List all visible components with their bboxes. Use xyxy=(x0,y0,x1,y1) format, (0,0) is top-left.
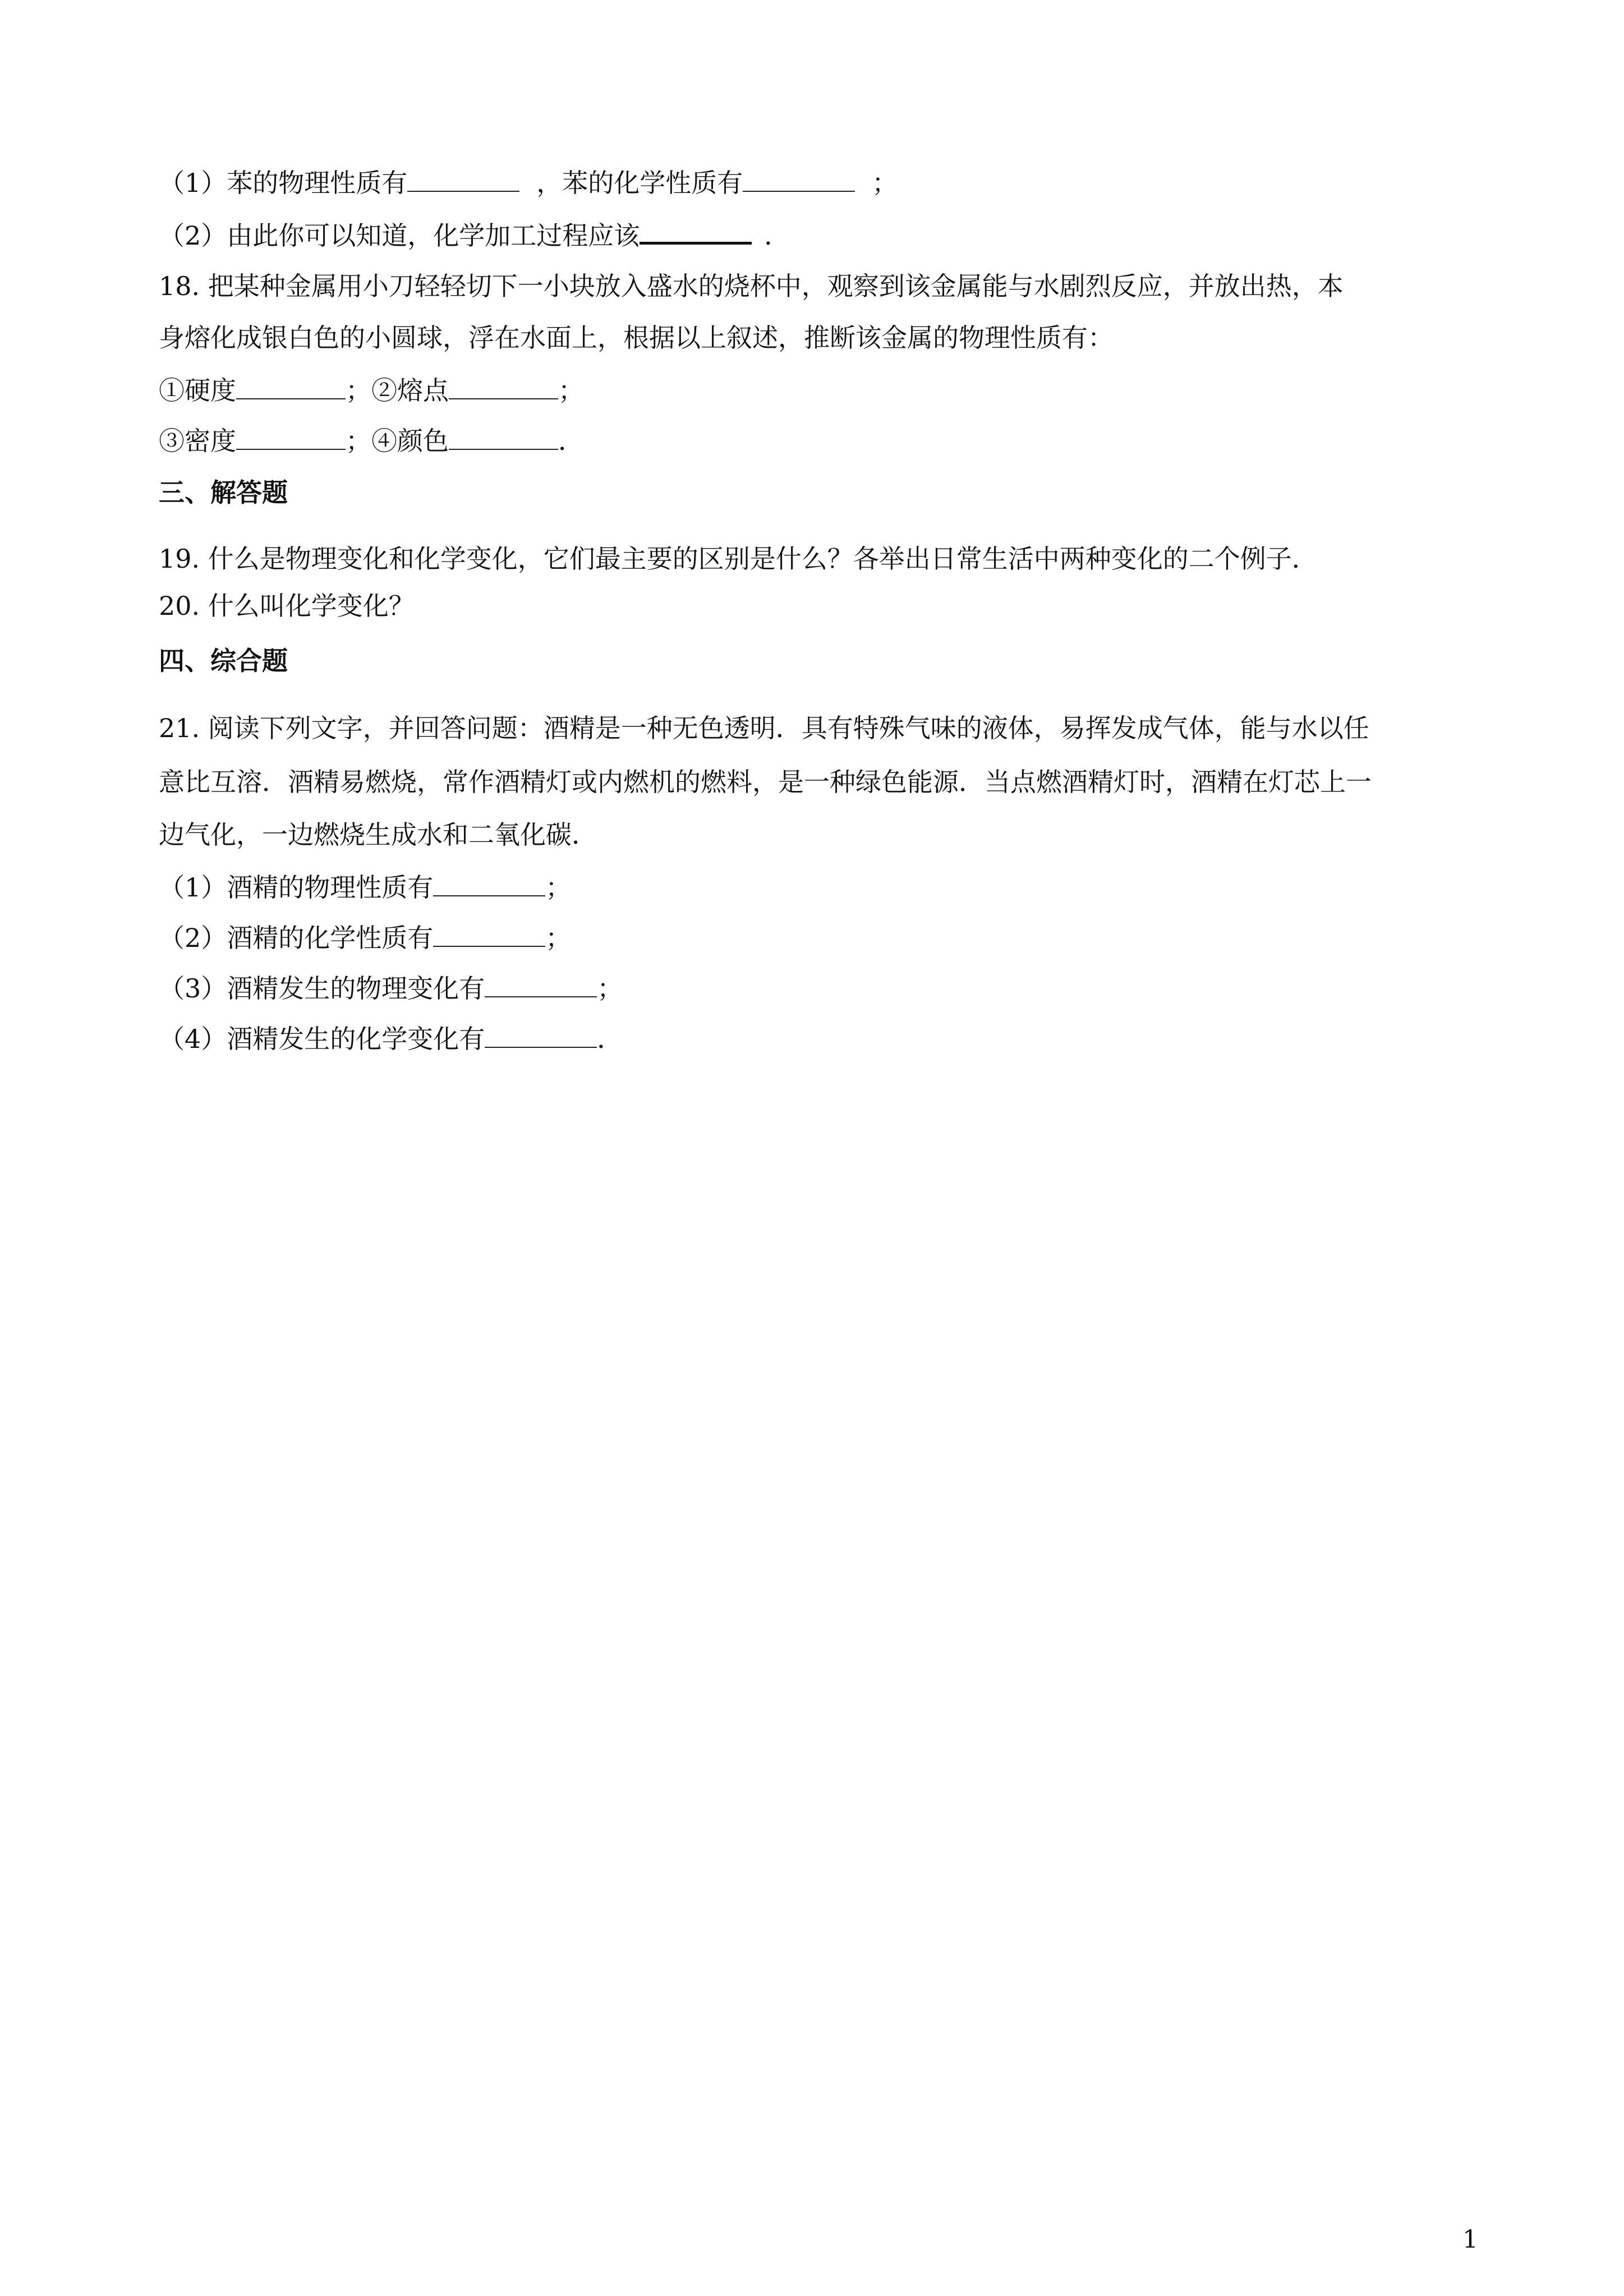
answer-blank[interactable] xyxy=(433,873,545,896)
answer-blank[interactable] xyxy=(407,168,519,192)
section-heading-comprehensive: 四、综合题 xyxy=(159,646,288,676)
answer-blank[interactable] xyxy=(236,376,346,399)
q21-sub3-text: （3）酒精发生的物理变化有 xyxy=(159,973,485,1004)
answer-blank[interactable] xyxy=(640,219,752,245)
q19-text: 19. 什么是物理变化和化学变化，它们最主要的区别是什么？各举出日常生活中两种变化的二个例子． xyxy=(159,544,1318,574)
q18-line1: 18. 把某种金属用小刀轻轻切下一小块放入盛水的烧杯中，观察到该金属能与水剧烈反应，并放出热，本 xyxy=(159,271,1344,301)
q21-sub2-end: ； xyxy=(545,923,572,953)
q21-sub3 xyxy=(159,972,623,1005)
section-heading-answer-questions: 三、解答题 xyxy=(159,477,288,508)
q18-sep1: ；②熔点 xyxy=(346,375,449,406)
q21-sub3-end: ； xyxy=(597,973,623,1004)
q21-sub2 xyxy=(159,921,571,955)
q21-sub4-text: （4）酒精发生的化学变化有 xyxy=(159,1024,485,1054)
q21-sub2-text: （2）酒精的化学性质有 xyxy=(159,923,434,953)
q21-sub1-end: ； xyxy=(545,872,572,903)
q21-sub1 xyxy=(159,871,571,904)
answer-blank[interactable] xyxy=(485,1024,597,1048)
q18-end2: ． xyxy=(558,426,584,456)
q18-sep2: ；④颜色 xyxy=(346,426,449,456)
q17-sub2 xyxy=(159,219,790,252)
q21-sub1-text: （1）酒精的物理性质有 xyxy=(159,872,434,903)
q18-items-row2 xyxy=(159,424,584,458)
q18-item3: ③密度 xyxy=(159,426,236,456)
answer-blank[interactable] xyxy=(449,426,558,450)
q17-sub2-text: （2）由此你可以知道，化学加工过程应该 xyxy=(159,220,640,251)
q18-items-row1 xyxy=(159,374,584,407)
q17-sub1-text-a: （1）苯的物理性质有 xyxy=(159,168,408,198)
q21-line3: 边气化，一边燃烧生成水和二氧化碳． xyxy=(159,820,597,850)
answer-blank[interactable] xyxy=(433,923,545,947)
page-number: 1 xyxy=(1462,2225,1478,2254)
q17-sub1-text-b: ，苯的化学性质有 xyxy=(536,168,743,198)
q21-line1: 21. 阅读下列文字，并回答问题：酒精是一种无色透明．具有特殊气味的液体，易挥发成气体，能与水以任 xyxy=(159,713,1369,743)
q18-end1: ； xyxy=(558,375,584,406)
q17-sub2-end: ． xyxy=(764,220,790,251)
q17-sub1 xyxy=(159,166,898,200)
q18-item1: ①硬度 xyxy=(159,375,236,406)
q20-text: 20. 什么叫化学变化？ xyxy=(159,591,415,621)
answer-blank[interactable] xyxy=(236,426,346,450)
q17-sub1-end: ； xyxy=(872,168,898,198)
q21-sub4 xyxy=(159,1022,623,1056)
answer-blank[interactable] xyxy=(743,168,855,192)
answer-blank[interactable] xyxy=(449,376,558,399)
q21-sub4-end: ． xyxy=(597,1024,623,1054)
answer-blank[interactable] xyxy=(485,974,597,997)
q21-line2: 意比互溶．酒精易燃烧，常作酒精灯或内燃机的燃料，是一种绿色能源．当点燃酒精灯时，酒精在灯芯上一 xyxy=(159,767,1372,797)
q18-line2: 身熔化成银白色的小圆球，浮在水面上，根据以上叙述，推断该金属的物理性质有： xyxy=(159,323,1114,353)
